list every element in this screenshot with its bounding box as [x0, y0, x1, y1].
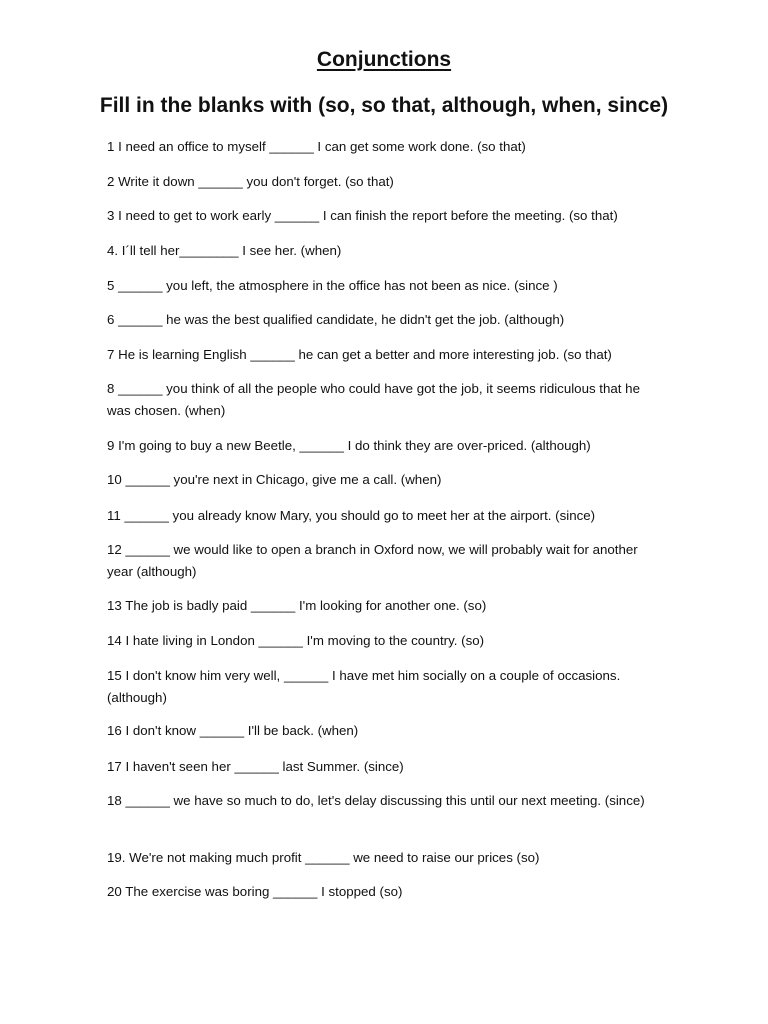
- question-18: 18 ______ we have so much to do, let's delay discussing this until our next meeting. (since): [107, 793, 645, 808]
- question-7: 7 He is learning English ______ he can get a better and more interesting job. (so that): [107, 347, 612, 362]
- question-9: 9 I'm going to buy a new Beetle, ______ I do think they are over-priced. (although): [107, 438, 591, 453]
- question-8: 8 ______ you think of all the people who could have got the job, it seems ridiculous that he was chosen. (when): [107, 381, 640, 418]
- question-2: 2 Write it down ______ you don't forget. (so that): [107, 174, 394, 189]
- question-19: 19. We're not making much profit ______ we need to raise our prices (so): [107, 850, 540, 865]
- question-15: 15 I don't know him very well, ______ I have met him socially on a couple of occasions. (although): [107, 668, 621, 705]
- question-4: 4. I´ll tell her________ I see her. (when): [107, 243, 342, 258]
- question-1: 1 I need an office to myself ______ I can get some work done. (so that): [107, 139, 526, 154]
- question-20: 20 The exercise was boring ______ I stopped (so): [107, 884, 403, 899]
- question-16: 16 I don't know ______ I'll be back. (when): [107, 723, 359, 738]
- question-5: 5 ______ you left, the atmosphere in the office has not been as nice. (since ): [107, 278, 558, 293]
- question-12: 12 ______ we would like to open a branch in Oxford now, we will probably wait for another year (although): [107, 542, 638, 579]
- question-6: 6 ______ he was the best qualified candidate, he didn't get the job. (although): [107, 312, 565, 327]
- question-17: 17 I haven't seen her ______ last Summer. (since): [107, 759, 404, 774]
- question-11: 11 ______ you already know Mary, you should go to meet her at the airport. (since): [107, 508, 596, 523]
- question-10: 10 ______ you're next in Chicago, give me a call. (when): [107, 472, 442, 487]
- page-title: Conjunctions: [316, 48, 452, 71]
- question-13: 13 The job is badly paid ______ I'm looking for another one. (so): [107, 598, 487, 613]
- instructions-heading: Fill in the blanks with (so, so that, although, when, since): [99, 94, 669, 117]
- question-3: 3 I need to get to work early ______ I can finish the report before the meeting. (so that): [107, 208, 618, 223]
- question-14: 14 I hate living in London ______ I'm moving to the country. (so): [107, 633, 485, 648]
